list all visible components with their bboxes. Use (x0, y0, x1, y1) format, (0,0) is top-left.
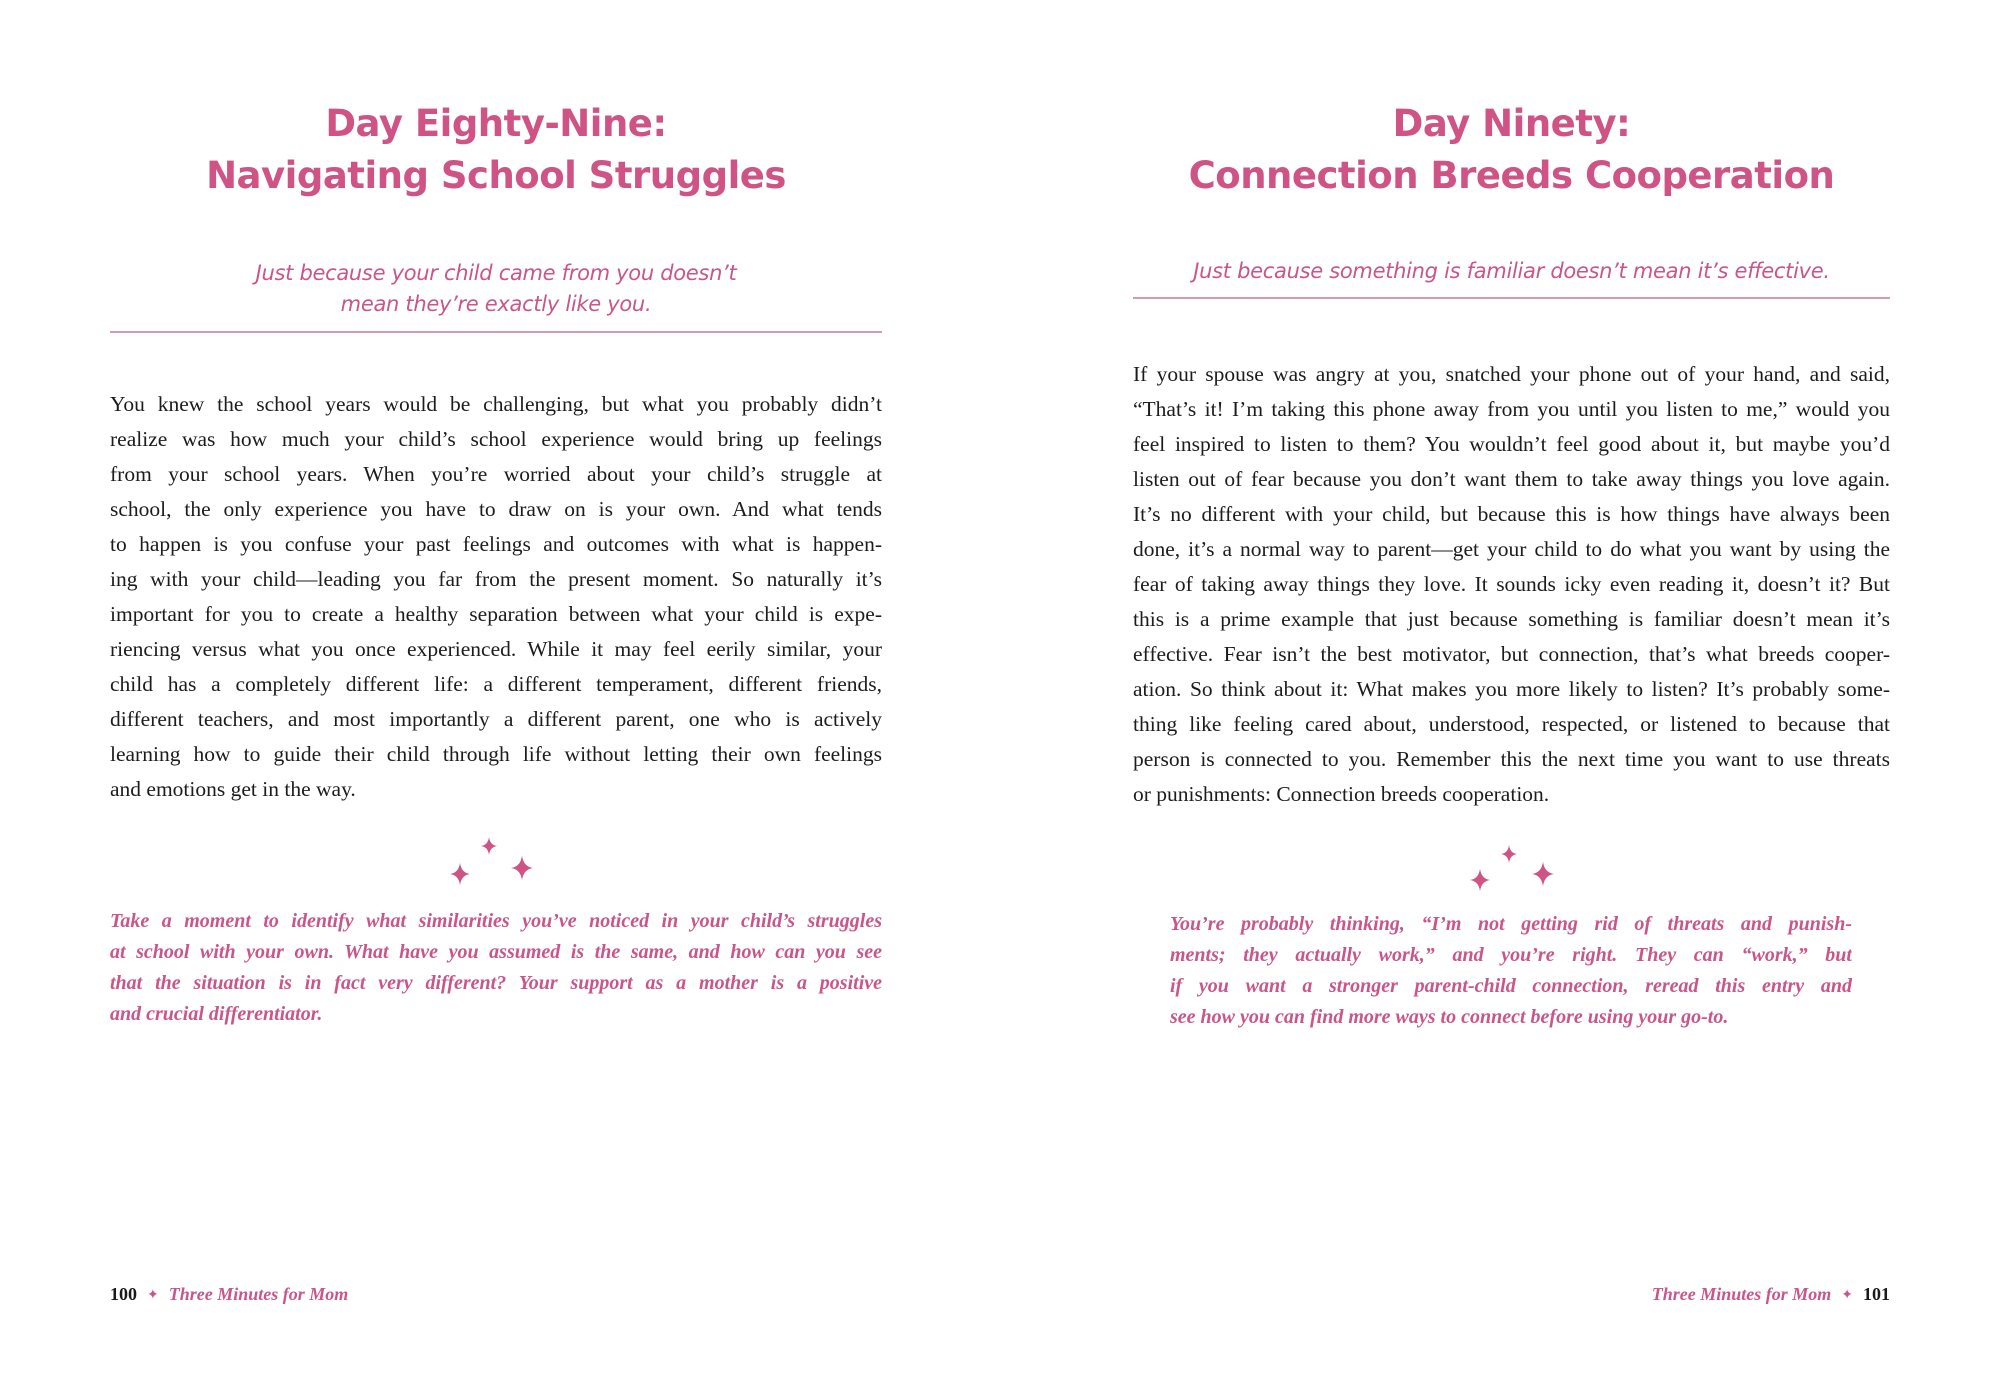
body-line: thing like feeling cared about, understood, respected, or listened to because that (1133, 712, 1890, 736)
body-line: If your spouse was angry at you, snatched your phone out of your hand, and said, (1133, 362, 1890, 386)
body-line: ation. So think about it: What makes you more likely to listen? It’s probably some- (1133, 677, 1890, 701)
left-title-line2: Navigating School Struggles (206, 154, 786, 197)
right-page (1000, 0, 2000, 1377)
body-line: It’s no different with your child, but because this is how things have always been (1133, 502, 1890, 526)
sparkle-icon (1532, 861, 1554, 887)
body-line: important for you to create a healthy separation between what your child is expe- (110, 602, 882, 626)
page-number: 100 (110, 1284, 137, 1304)
right-body-text (1133, 357, 1890, 812)
body-line: and emotions get in the way. (110, 777, 356, 801)
right-page-subtitle (1133, 256, 1890, 287)
body-line: from your school years. When you’re worried about your child’s struggle at (110, 462, 882, 486)
left-subtitle-rule (110, 331, 882, 333)
body-line: feel inspired to listen to them? You wouldn’t feel good about it, but maybe you’d (1133, 432, 1890, 456)
running-title: Three Minutes for Mom (1651, 1284, 1832, 1304)
left-page-title (110, 98, 882, 202)
left-title-line1: Day Eighty-Nine: (325, 102, 667, 145)
body-line: learning how to guide their child through life without letting their own feelings (110, 742, 882, 766)
right-page-title (1133, 98, 1890, 202)
body-line: school, the only experience you have to draw on is your own. And what tends (110, 497, 882, 521)
page-number: 101 (1863, 1284, 1890, 1304)
left-body-text (110, 387, 882, 807)
callout-line: if you want a stronger parent-child connection, reread this entry and (1170, 975, 1852, 997)
body-line: You knew the school years would be challenging, but what you probably didn’t (110, 392, 882, 416)
callout-line: Take a moment to identify what similarities you’ve noticed in your child’s struggles (110, 910, 882, 932)
left-page-subtitle (110, 258, 882, 320)
body-line: ing with your child—leading you far from the present moment. So naturally it’s (110, 567, 882, 591)
left-subtitle-line1: Just because your child came from you doesn’t (255, 261, 737, 285)
sparkles-divider (445, 835, 565, 905)
body-line: child has a completely different life: a different temperament, different friends, (110, 672, 882, 696)
running-title: Three Minutes for Mom (168, 1284, 349, 1304)
right-footer (1652, 1282, 1890, 1306)
diamond-star-icon: ✦ (147, 1288, 159, 1303)
callout-line: ments; they actually work,” and you’re right. They can “work,” but (1170, 944, 1852, 966)
callout-line: see how you can find more ways to connect before using your go-to. (1170, 1006, 1729, 1028)
sparkle-icon (450, 862, 470, 886)
body-line: “That’s it! I’m taking this phone away from you until you listen to me,” would you (1133, 397, 1890, 421)
left-footer (110, 1282, 348, 1306)
body-line: effective. Fear isn’t the best motivator, but connection, that’s what breeds cooper- (1133, 642, 1890, 666)
body-line: person is connected to you. Remember this the next time you want to use threats (1133, 747, 1890, 771)
right-subtitle-rule (1133, 297, 1890, 299)
body-line: realize was how much your child’s school experience would bring up feelings (110, 427, 882, 451)
body-line: to happen is you confuse your past feelings and outcomes with what is happen- (110, 532, 882, 556)
callout-line: at school with your own. What have you assumed is the same, and how can you see (110, 941, 882, 963)
left-subtitle-line2: mean they’re exactly like you. (340, 292, 652, 316)
sparkle-icon (511, 855, 533, 881)
left-reflection-prompt (110, 906, 882, 1030)
sparkle-icon (1470, 868, 1490, 892)
body-line: this is a prime example that just because something is familiar doesn’t mean it’s (1133, 607, 1890, 631)
body-line: fear of taking away things they love. It sounds icky even reading it, doesn’t it? But (1133, 572, 1890, 596)
body-line: or punishments: Connection breeds cooperation. (1133, 782, 1550, 806)
right-reflection-prompt (1170, 909, 1852, 1033)
body-line: done, it’s a normal way to parent—get your child to do what you want by using the (1133, 537, 1890, 561)
callout-line: and crucial differentiator. (110, 1003, 323, 1025)
right-subtitle-line1: Just because something is familiar doesn’t mean it’s effective. (1193, 259, 1830, 283)
right-title-line2: Connection Breeds Cooperation (1188, 154, 1835, 197)
callout-line: You’re probably thinking, “I’m not getting rid of threats and punish- (1170, 913, 1852, 935)
sparkle-icon (1501, 845, 1517, 863)
body-line: listen out of fear because you don’t want them to take away things you love again. (1133, 467, 1890, 491)
sparkles-divider (1468, 843, 1588, 913)
body-line: different teachers, and most importantly a different parent, one who is actively (110, 707, 882, 731)
callout-line: that the situation is in fact very different? Your support as a mother is a positive (110, 972, 882, 994)
sparkle-icon (481, 837, 497, 855)
diamond-star-icon: ✦ (1841, 1288, 1853, 1303)
body-line: riencing versus what you once experienced. While it may feel eerily similar, your (110, 637, 882, 661)
right-title-line1: Day Ninety: (1392, 102, 1631, 145)
